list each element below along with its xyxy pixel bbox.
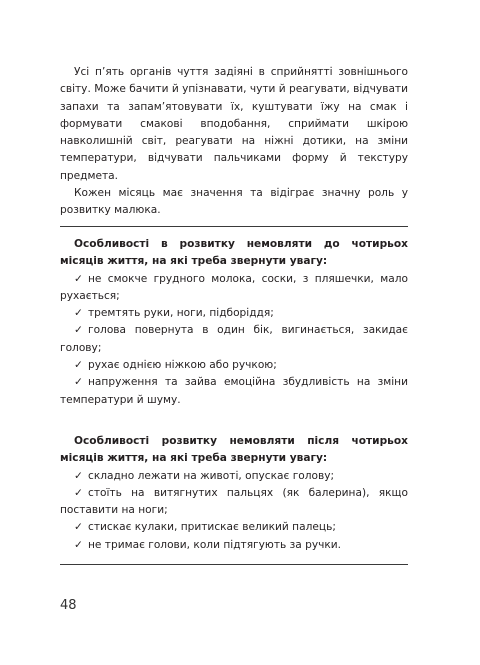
box-after-four-months [60,433,408,554]
check-icon: ✓ [74,307,83,320]
list-item: ✓ напруження та зайва емоційна збудливість на зміни температури й шуму. [60,376,408,406]
list-item: ✓ тремтять руки, ноги, підборіддя; [60,305,408,322]
list-item: ✓ рухає однією ніжкою або ручкою; [60,357,408,374]
list-item: ✓ стоїть на витягнутих пальцях (як балерина), якщо поставити на ноги; [60,486,408,517]
check-icon: ✓ [74,521,83,534]
check-icon: ✓ [74,324,83,337]
intro-paragraph-2: Кожен місяць має значення та відіграє значну роль у розвитку малюка. [60,187,408,217]
check-icon: ✓ [74,376,83,389]
divider-top [60,226,408,227]
page-number: 48 [60,598,77,613]
list-item: ✓ стискає кулаки, притискає великий палець; [60,519,408,536]
check-icon: ✓ [74,538,83,551]
list-item: ✓ складно лежати на животі, опускає голову; [60,468,408,485]
intro-paragraph-1: Усі п’ять органів чуття задіяні в сприйнятті зовнішнього світу. Може бачити й упізнавати, чути й реагувати, відчувати запахи та запам’ятовувати їх, куштувати їжу на смак і формувати смакові вподобання, сприймати шкірою навколишній світ, реагувати на ніжні дотики, на зміни температури, відчувати пальчиками форму й текстуру предмета. [60,66,408,182]
box2-heading: Особливості розвитку немовляти після чотирьох місяців життя, на які треба звернути увагу: [60,435,408,465]
check-icon: ✓ [74,469,83,482]
box1-list [60,271,408,409]
box-before-four-months [60,236,408,409]
list-item: ✓ не тримає голови, коли підтягують за ручки. [60,537,408,554]
list-item: ✓ голова повернута в один бік, вигинається, закидає голову; [60,324,408,354]
check-icon: ✓ [74,359,83,372]
intro-text [60,64,408,220]
box1-heading: Особливості в розвитку немовляти до чотирьох місяців життя, на які треба звернути увагу: [60,238,408,268]
check-icon: ✓ [74,272,83,285]
check-icon: ✓ [74,486,83,499]
list-item: ✓ не смокче грудного молока, соски, з пляшечки, мало рухається; [60,272,408,302]
divider-bottom [60,564,408,565]
box2-list [60,468,408,554]
